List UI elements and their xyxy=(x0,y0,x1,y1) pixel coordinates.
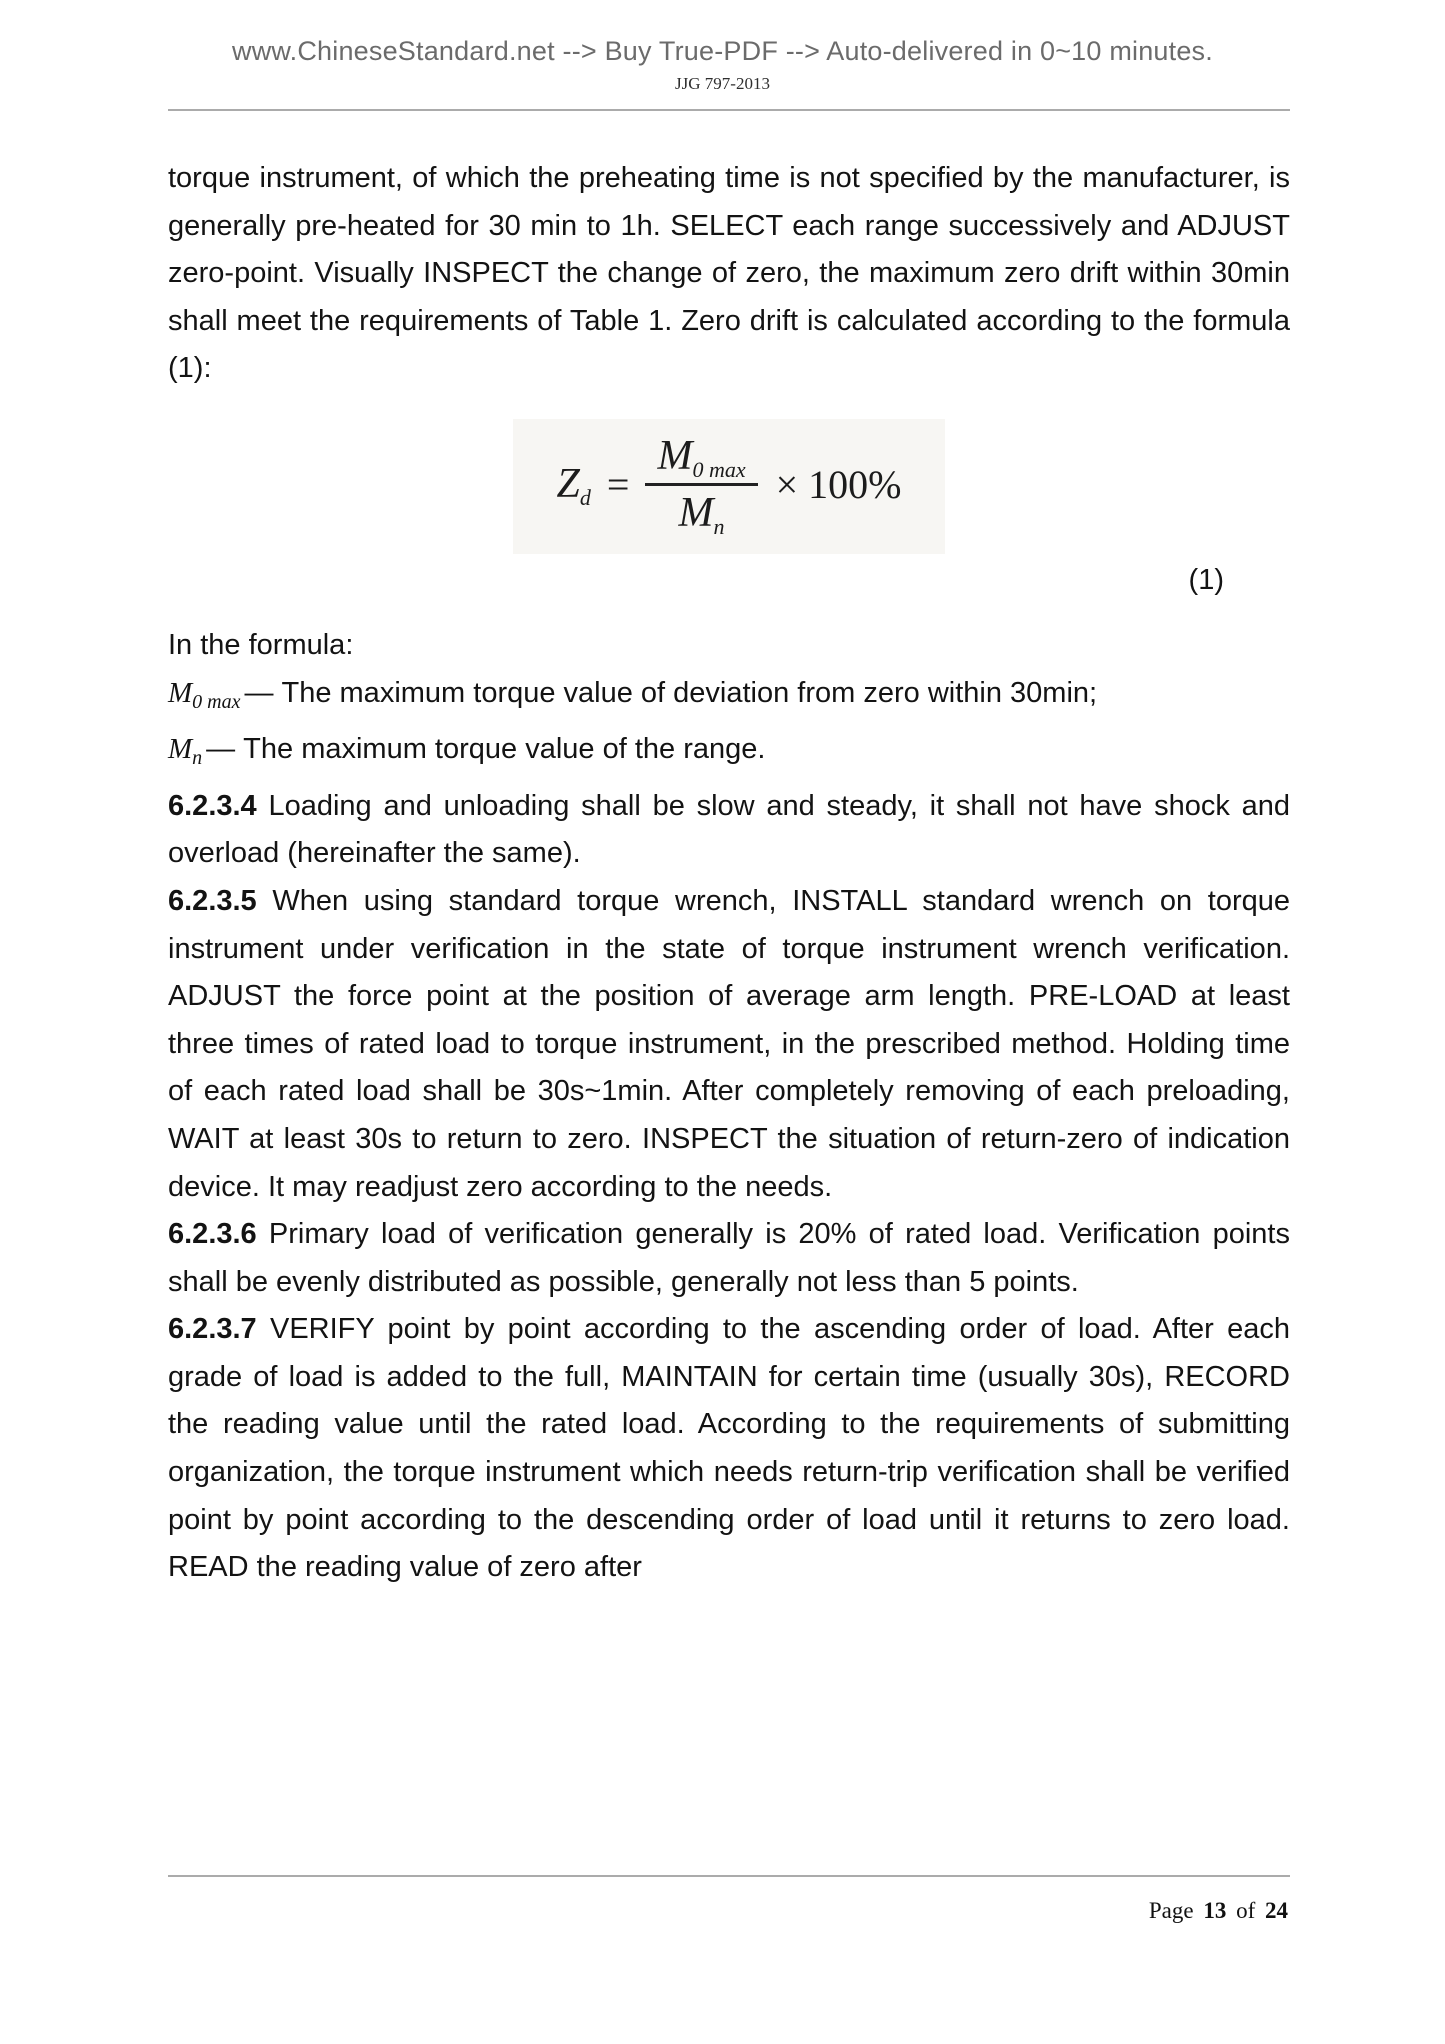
page-indicator xyxy=(1147,1898,1290,1924)
section-6236-paragraph xyxy=(168,1211,1290,1306)
page-word: Page xyxy=(1148,1898,1194,1923)
formula-multiplier: × 100% xyxy=(775,461,902,507)
em-dash: — xyxy=(206,733,236,766)
definition-text: The maximum torque value of deviation from zero within 30min; xyxy=(281,676,1098,709)
section-number: 6.2.3.6 xyxy=(168,1218,257,1251)
section-number: 6.2.3.5 xyxy=(168,884,257,917)
definition-m0max xyxy=(168,670,1290,727)
total-pages: 24 xyxy=(1265,1898,1288,1923)
of-word: of xyxy=(1236,1898,1256,1923)
in-formula-label: In the formula: xyxy=(168,628,354,661)
definition-subscript: 0 max xyxy=(192,690,241,713)
section-6237-paragraph xyxy=(168,1306,1290,1592)
section-text: When using standard torque wrench, INSTALL standard wrench on torque instrument under verification in the state of torque instrument wrench verification. ADJUST the force point at the position of average arm length. PRE-LOAD at least three times of rated load to torque instrument, in the prescribed method. Holding time of each rated load shall be 30s~1min. After completely removing of each preloading, WAIT at least 30s to return to zero. INSPECT the situation of return-zero of indication device. It may readjust zero according to the needs. xyxy=(168,884,1290,1203)
em-dash: — xyxy=(244,676,274,709)
equation-number: (1) xyxy=(1188,563,1224,596)
section-text: Loading and unloading shall be slow and steady, it shall not have shock and overload (hereinafter the same). xyxy=(168,789,1290,870)
section-text: Primary load of verification generally is 20% of rated load. Verification points shall be evenly distributed as possible, generally not less than 5 points. xyxy=(168,1218,1290,1298)
formula-numerator-subscript: 0 max xyxy=(692,456,746,482)
header-divider xyxy=(168,109,1290,111)
page-body xyxy=(168,155,1290,1592)
intro-paragraph: torque instrument, of which the preheating time is not specified by the manufacturer, is generally pre-heated for 30 min to 1h. SELECT each range successively and ADJUST zero-point. Visually INSPECT the change of zero, the maximum zero drift within 30min shall meet the requirements of Table 1. Zero drift is calculated according to the formula (1): xyxy=(168,162,1290,385)
header-promo-text: www.ChineseStandard.net --> Buy True-PDF --> Auto-delivered in 0~10 minutes. xyxy=(232,36,1213,66)
formula-numerator-symbol: M xyxy=(657,432,693,479)
section-number: 6.2.3.4 xyxy=(168,789,257,822)
definition-symbol: M xyxy=(168,676,193,709)
zero-drift-formula xyxy=(513,419,946,554)
section-6235-paragraph xyxy=(168,878,1290,1211)
definition-text: The maximum torque value of the range. xyxy=(243,733,766,766)
definition-mn xyxy=(168,726,1290,783)
section-text: VERIFY point by point according to the ascending order of load. After each grade of load is added to the full, MAINTAIN for certain time (usually 30s), RECORD the reading value until the rated load. According to the requirements of submitting organization, the torque instrument which needs return-trip verification shall be verified point by point according to the descending order of load until it returns to zero load. READ the reading value of zero after xyxy=(168,1313,1290,1584)
formula-lhs-subscript: d xyxy=(579,485,591,511)
formula-block xyxy=(168,419,1290,554)
formula-denominator-symbol: M xyxy=(678,489,714,536)
definition-symbol: M xyxy=(168,733,193,766)
formula-equals-sign: = xyxy=(606,461,630,507)
document-number: JJG 797-2013 xyxy=(675,74,770,93)
page-number: 13 xyxy=(1203,1898,1227,1923)
footer-divider xyxy=(168,1875,1290,1877)
section-6234-paragraph xyxy=(168,783,1290,878)
formula-lhs-symbol: Z xyxy=(556,461,580,508)
definition-subscript: n xyxy=(192,747,203,770)
formula-fraction xyxy=(645,432,757,539)
formula-denominator-subscript: n xyxy=(713,513,725,539)
section-number: 6.2.3.7 xyxy=(168,1313,257,1346)
